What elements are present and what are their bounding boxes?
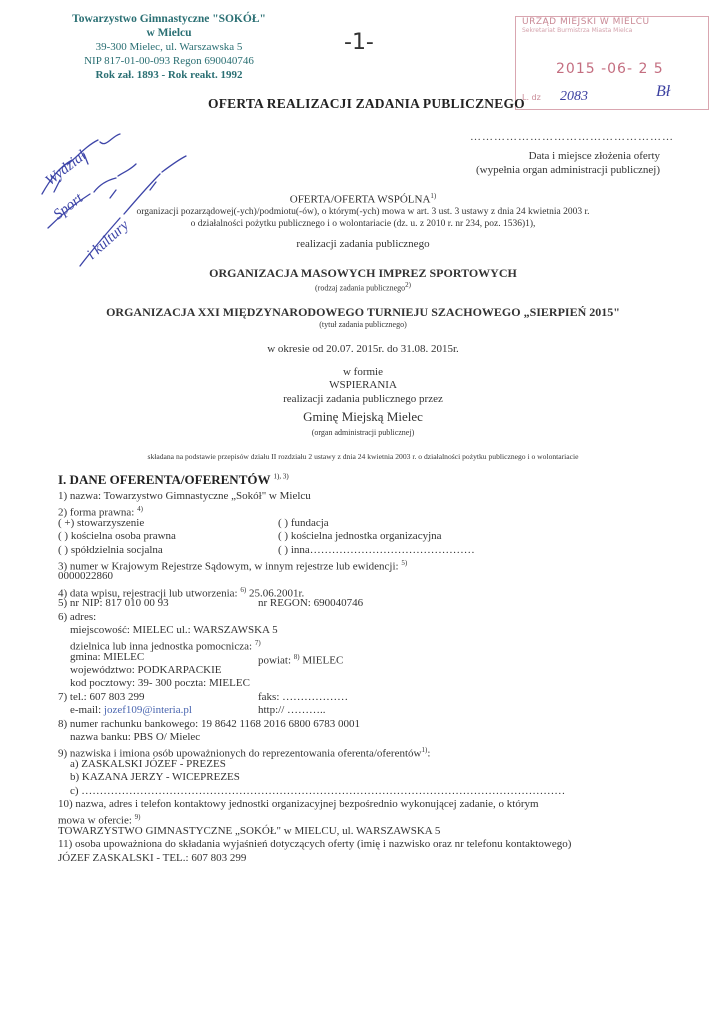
field-email-http [58,704,678,717]
legal-form-row-1 [58,517,678,530]
stamp-org-name: Towarzystwo Gimnastyczne "SOKÓŁ" [72,13,266,25]
section-1-title [58,472,289,488]
field-bank-name: nazwa banku: PBS O/ Mielec [70,731,201,744]
unit-value: TOWARZYSTWO GIMNASTYCZNE „SOKÓŁ" w MIELCU, ul. WARSZAWSKA 5 [58,824,441,837]
entry-date-label: 4) data wpisu, rejestracji lub utworzenia: [58,587,238,600]
address-province: województwo: PODKARPACKIE [70,664,222,677]
fax-value: faks: ……………… [258,690,349,703]
section-1-title-text: I. DANE OFERENTA/OFERENTÓW [58,472,271,487]
krs-label: 3) numer w Krajowym Rejestrze Sądowym, w innym rejestrze lub ewidencji: [58,560,399,573]
krs-footnote: 5) [401,558,408,567]
option-other: ( ) inna……………………………………… [278,543,475,556]
task-type-footnote: 2) [405,281,412,289]
option-foundation: ( ) fundacja [278,516,329,529]
stamp-org-address: 39-300 Mielec, ul. Warszawska 5 [95,41,243,53]
office-stamp-title: URZĄD MIEJSKI W MIELCU [522,17,650,27]
field-nip-regon [58,597,678,610]
office-stamp-lp: L. dz [522,93,541,102]
field-bank-account: 8) numer rachunku bankowego: 19 8642 1168 2016 6800 6783 0001 [58,717,361,730]
offer-heading [0,192,726,206]
option-church-unit: ( ) kościelna jednostka organizacyjna [278,530,442,543]
office-stamp-subtitle: Sekretariat Burmistrza Miasta Mielca [522,27,633,34]
website-value: http:// ……….. [258,704,326,717]
phone-value: 7) tel.: 607 803 299 [58,690,145,703]
section-1-body [58,490,678,865]
contact-person-value: JÓZEF ZASKALSKI - TEL.: 607 803 299 [58,851,247,864]
option-association: ( +) stowarzyszenie [58,516,145,529]
representatives-footnote: 1) [421,746,428,755]
through-label: realizacji zadania publicznego przez [283,393,443,405]
regon-value: nr REGON: 690040746 [258,597,364,610]
unit-label-cont: mowa w ofercie: [58,815,132,828]
offer-legal-basis-line1: organizacji pozarządowej(-ych)/podmiotu(-ów), o którym(-ych) mowa w art. 3 ust. 3 ustawy z dnia 24 kwietnia 2003 r. [136,207,590,217]
task-period: w okresie od 20.07. 2015r. do 31.08. 2015r. [267,343,459,355]
field-legal-form [58,503,678,520]
task-title-value: ORGANIZACJA XXI MIĘDZYNARODOWEGO TURNIEJU SZACHOWEGO „SIERPIEŃ 2015" [106,305,620,319]
field-krs [58,557,678,573]
representative-a: a) ZASKALSKI JÓZEF - PREZES [70,757,226,770]
address-district [58,637,678,653]
email-label: e-mail: [70,704,102,717]
handwriting-line-1: Wydział [42,147,90,190]
field-unit: 10) nazwa, adres i telefon kontaktowy jednostki organizacyjnej bezpośrednio wykonującej zadanie, o którym [58,797,539,810]
entry-date-footnote: 6) [240,585,247,594]
task-type-label [0,281,726,293]
field-phone-fax [58,691,678,704]
offer-heading-text: OFERTA/OFERTA WSPÓLNA [289,193,431,206]
offer-legal-basis-line2: o działalności pożytku publicznego i o wolontariacie (dz. u. z 2010 r. nr 234, poz. 1536)1), [190,219,536,229]
stamp-org-nip-regon: NIP 817-01-00-093 Regon 690040746 [84,55,254,67]
date-place-dots: …………………………………………… [470,131,674,143]
handwriting-line-3: i kultury [83,217,133,263]
district-footnote: 7) [254,639,261,648]
option-church-legal-person: ( ) kościelna osoba prawna [58,530,176,543]
legal-form-footnote: 4) [137,505,143,514]
authority-label: (organ administracji publicznej) [311,428,415,437]
task-type-value: ORGANIZACJA MASOWYCH IMPREZ SPORTOWYCH [209,266,517,280]
date-place-label: Data i miejsce złożenia oferty [528,150,660,162]
form-value: WSPIERANIA [329,379,397,391]
task-type-label-text: (rodzaj zadania publicznego [314,283,406,293]
office-stamp-date: 2015 -06- 2 5 [556,61,664,77]
date-place-sublabel: (wypełnia organ administracji publicznej) [476,164,660,176]
form-label: w formie [342,366,383,378]
field-contact-person: 11) osoba upoważniona do składania wyjaśnień dotyczących oferty (imię i nazwisko oraz nr telefonu kontaktowego) [58,838,572,851]
email-link[interactable]: jozef109@interia.pl [103,704,192,717]
krs-value: 0000022860 [58,570,113,583]
legal-basis-note: składana na podstawie przepisów działu II rozdziału 2 ustawy z dnia 24 kwietnia 2003 r. o działalności pożytku publicznego i o wolontariacie [147,452,579,461]
unit-footnote: 9) [134,813,141,822]
representatives-label: 9) nazwiska i imiona osób upoważnionych do reprezentowania oferenta/oferentów [58,748,422,761]
field-entry-date [58,584,678,600]
commune-value: gmina: MIELEC [70,650,145,663]
address-locality: miejscowość: MIELEC ul.: WARSZAWSKA 5 [70,623,278,636]
option-social-cooperative: ( ) spółdzielnia socjalna [58,543,163,556]
legal-form-row-3 [58,544,678,557]
office-receipt-stamp [515,16,709,110]
field-unit-cont [58,811,678,828]
office-stamp-signature: Bł [656,83,671,100]
organization-stamp [58,12,280,82]
authority-value: Gminę Miejską Mielec [303,409,423,424]
page-number: -1- [344,30,374,55]
nip-value: 5) nr NIP: 817 010 00 93 [58,597,169,610]
representative-c: c) …………………………………………………………………………………………………………………… [70,784,566,797]
stamp-org-city: w Mielcu [146,27,192,39]
handwriting-line-2: Sport [50,190,87,224]
office-stamp-regno: 2083 [560,89,588,104]
field-name: 1) nazwa: Towarzystwo Gimnastyczne „Sokół" w Mielcu [58,490,311,502]
task-title-label: (tytuł zadania publicznego) [319,320,407,329]
district-label: dzielnica lub inna jednostka pomocnicza: [70,640,253,653]
section-1-footnote: 1), 3) [273,472,289,481]
representative-b: b) KAZANA JERZY - WICEPREZES [70,771,240,784]
county-value: MIELEC [302,654,344,667]
offer-heading-footnote: 1) [430,192,437,200]
document-title: OFERTA REALIZACJI ZADANIA PUBLICZNEGO [208,96,525,111]
offer-realizacji-label: realizacji zadania publicznego [296,238,430,250]
address-postal: kod pocztowy: 39- 300 poczta: MIELEC [70,677,250,690]
field-representatives: 9) nazwiska i imiona osób upoważnionych do reprezentowania oferenta/oferentów$^{1)}$: [58,746,431,761]
county-label: powiat: [258,654,291,667]
stamp-org-founded: Rok zał. 1893 - Rok reakt. 1992 [95,69,243,81]
address-commune-county [58,650,678,667]
county-footnote: 8) [293,652,300,661]
entry-date-value: 25.06.2001r. [248,587,305,600]
legal-form-label: 2) forma prawna: [58,507,135,520]
field-address: 6) adres: [58,610,97,623]
legal-form-row-2 [58,530,678,543]
